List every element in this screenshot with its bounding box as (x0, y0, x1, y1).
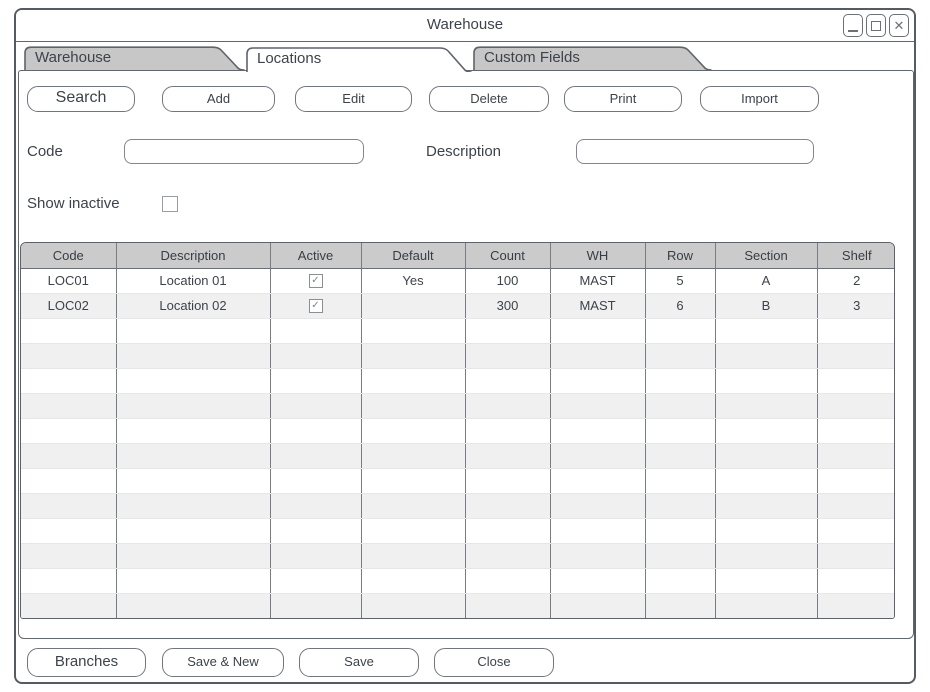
empty-cell (715, 318, 817, 343)
empty-cell (116, 318, 270, 343)
empty-cell (116, 393, 270, 418)
empty-cell (715, 343, 817, 368)
empty-cell (550, 393, 645, 418)
table-row-empty (21, 593, 895, 618)
empty-cell (645, 393, 715, 418)
edit-button[interactable]: Edit (295, 86, 412, 112)
empty-cell (817, 493, 895, 518)
table-row-empty (21, 443, 895, 468)
cell-description: Location 01 (116, 268, 270, 293)
empty-cell (645, 343, 715, 368)
empty-cell (645, 443, 715, 468)
table-body (21, 268, 895, 618)
app-window (14, 8, 916, 684)
cell-row: 5 (645, 268, 715, 293)
close-icon: ✕ (893, 17, 905, 33)
table-row-empty (21, 343, 895, 368)
window-title: Warehouse (426, 16, 504, 33)
empty-cell (21, 518, 116, 543)
save-button[interactable]: Save (299, 648, 419, 677)
empty-cell (817, 443, 895, 468)
cell-wh: MAST (550, 293, 645, 318)
cell-section: A (715, 268, 817, 293)
empty-cell (361, 518, 465, 543)
empty-cell (270, 443, 361, 468)
table-header-row (21, 243, 895, 268)
empty-cell (270, 393, 361, 418)
empty-cell (21, 343, 116, 368)
table-row-empty (21, 418, 895, 443)
empty-cell (465, 318, 550, 343)
close-button[interactable] (889, 14, 909, 37)
empty-cell (116, 468, 270, 493)
empty-cell (817, 568, 895, 593)
tab-custom-fields-label: Custom Fields (484, 49, 580, 66)
empty-cell (116, 568, 270, 593)
empty-cell (817, 593, 895, 618)
table-row-empty (21, 318, 895, 343)
empty-cell (361, 393, 465, 418)
save-and-new-button[interactable]: Save & New (162, 648, 284, 677)
window-controls (843, 14, 909, 37)
empty-cell (361, 493, 465, 518)
cell-wh: MAST (550, 268, 645, 293)
empty-cell (270, 593, 361, 618)
show-inactive-checkbox[interactable] (162, 196, 178, 212)
col-header-section: Section (715, 243, 817, 268)
empty-cell (361, 343, 465, 368)
empty-cell (21, 318, 116, 343)
empty-cell (116, 418, 270, 443)
add-button[interactable]: Add (162, 86, 275, 112)
empty-cell (116, 518, 270, 543)
tab-warehouse[interactable] (24, 46, 246, 70)
empty-cell (550, 318, 645, 343)
empty-cell (645, 368, 715, 393)
empty-cell (645, 593, 715, 618)
cell-count: 300 (465, 293, 550, 318)
minimize-button[interactable] (843, 14, 863, 37)
search-button[interactable]: Search (27, 86, 135, 112)
table-row-empty (21, 468, 895, 493)
import-button[interactable]: Import (700, 86, 819, 112)
tab-custom-fields[interactable] (473, 46, 713, 70)
empty-cell (361, 468, 465, 493)
empty-cell (645, 493, 715, 518)
empty-cell (645, 568, 715, 593)
empty-cell (270, 493, 361, 518)
empty-cell (465, 543, 550, 568)
check-icon: ✓ (311, 300, 320, 312)
empty-cell (21, 543, 116, 568)
empty-cell (116, 493, 270, 518)
empty-cell (550, 468, 645, 493)
empty-cell (116, 443, 270, 468)
cell-shelf: 3 (817, 293, 895, 318)
empty-cell (270, 568, 361, 593)
cell-active (270, 268, 361, 293)
empty-cell (361, 368, 465, 393)
empty-cell (645, 468, 715, 493)
empty-cell (465, 443, 550, 468)
empty-cell (361, 568, 465, 593)
empty-cell (645, 418, 715, 443)
col-header-count: Count (465, 243, 550, 268)
empty-cell (715, 493, 817, 518)
empty-cell (116, 343, 270, 368)
empty-cell (817, 518, 895, 543)
empty-cell (116, 368, 270, 393)
description-label: Description (426, 143, 502, 160)
check-icon: ✓ (311, 275, 320, 287)
empty-cell (817, 468, 895, 493)
empty-cell (465, 418, 550, 443)
description-input[interactable] (576, 139, 814, 164)
active-checkbox[interactable] (309, 274, 323, 288)
empty-cell (715, 393, 817, 418)
tab-warehouse-label: Warehouse (35, 49, 112, 66)
empty-cell (550, 543, 645, 568)
empty-cell (465, 593, 550, 618)
empty-cell (817, 393, 895, 418)
minimize-icon (848, 30, 858, 32)
empty-cell (817, 368, 895, 393)
empty-cell (715, 418, 817, 443)
cell-row: 6 (645, 293, 715, 318)
tab-locations[interactable] (246, 46, 473, 72)
empty-cell (270, 518, 361, 543)
locations-table (20, 242, 895, 619)
empty-cell (21, 568, 116, 593)
col-header-shelf: Shelf (817, 243, 895, 268)
empty-cell (21, 368, 116, 393)
cell-code: LOC02 (21, 293, 116, 318)
table-row-empty (21, 393, 895, 418)
maximize-icon (871, 21, 881, 31)
table-row[interactable] (21, 293, 895, 318)
empty-cell (817, 343, 895, 368)
empty-cell (270, 368, 361, 393)
tab-locations-label: Locations (257, 50, 322, 67)
empty-cell (465, 393, 550, 418)
empty-cell (270, 343, 361, 368)
empty-cell (465, 568, 550, 593)
empty-cell (361, 593, 465, 618)
empty-cell (116, 543, 270, 568)
empty-cell (645, 543, 715, 568)
empty-cell (550, 368, 645, 393)
empty-cell (715, 568, 817, 593)
empty-cell (645, 318, 715, 343)
col-header-description: Description (116, 243, 270, 268)
empty-cell (361, 318, 465, 343)
table-row-empty (21, 368, 895, 393)
cell-shelf: 2 (817, 268, 895, 293)
table-row-empty (21, 568, 895, 593)
empty-cell (361, 443, 465, 468)
show-inactive-label: Show inactive (27, 195, 120, 212)
empty-cell (465, 493, 550, 518)
empty-cell (550, 568, 645, 593)
cell-description: Location 02 (116, 293, 270, 318)
empty-cell (116, 593, 270, 618)
empty-cell (715, 368, 817, 393)
empty-cell (550, 418, 645, 443)
print-button[interactable]: Print (564, 86, 682, 112)
empty-cell (361, 418, 465, 443)
empty-cell (550, 443, 645, 468)
cell-active (270, 293, 361, 318)
empty-cell (21, 443, 116, 468)
code-label: Code (27, 143, 63, 160)
empty-cell (715, 593, 817, 618)
empty-cell (715, 443, 817, 468)
close-window-button[interactable]: Close (434, 648, 554, 677)
empty-cell (550, 343, 645, 368)
col-header-active: Active (270, 243, 361, 268)
col-header-default: Default (361, 243, 465, 268)
empty-cell (715, 518, 817, 543)
table-row-empty (21, 493, 895, 518)
empty-cell (21, 393, 116, 418)
empty-cell (270, 543, 361, 568)
col-header-wh: WH (550, 243, 645, 268)
empty-cell (21, 493, 116, 518)
col-header-row: Row (645, 243, 715, 268)
empty-cell (645, 518, 715, 543)
empty-cell (817, 418, 895, 443)
active-checkbox[interactable] (309, 299, 323, 313)
empty-cell (21, 593, 116, 618)
empty-cell (361, 543, 465, 568)
table-row-empty (21, 518, 895, 543)
delete-button[interactable]: Delete (429, 86, 549, 112)
empty-cell (465, 368, 550, 393)
empty-cell (550, 593, 645, 618)
empty-cell (21, 468, 116, 493)
cell-default (361, 293, 465, 318)
empty-cell (550, 493, 645, 518)
cell-code: LOC01 (21, 268, 116, 293)
empty-cell (21, 418, 116, 443)
empty-cell (270, 318, 361, 343)
table-row[interactable] (21, 268, 895, 293)
empty-cell (465, 343, 550, 368)
empty-cell (817, 318, 895, 343)
cell-count: 100 (465, 268, 550, 293)
empty-cell (270, 418, 361, 443)
table-row-empty (21, 543, 895, 568)
branches-button[interactable]: Branches (27, 648, 146, 677)
col-header-code: Code (21, 243, 116, 268)
maximize-button[interactable] (866, 14, 886, 37)
empty-cell (715, 543, 817, 568)
code-input[interactable] (124, 139, 364, 164)
empty-cell (270, 468, 361, 493)
empty-cell (715, 468, 817, 493)
empty-cell (465, 518, 550, 543)
empty-cell (465, 468, 550, 493)
cell-default: Yes (361, 268, 465, 293)
empty-cell (817, 543, 895, 568)
title-bar (16, 10, 914, 42)
empty-cell (550, 518, 645, 543)
cell-section: B (715, 293, 817, 318)
